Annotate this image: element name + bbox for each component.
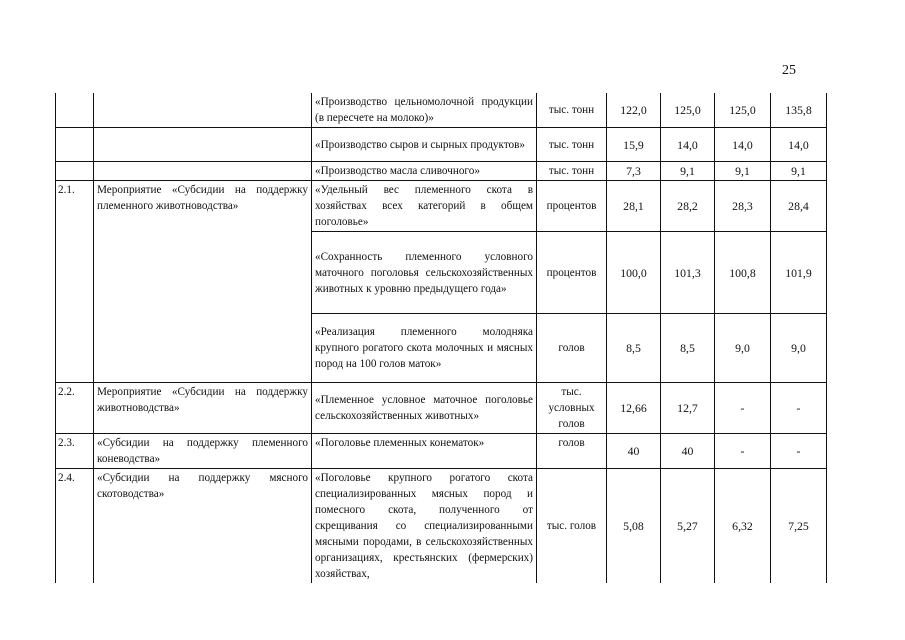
value-cell: 100,0 xyxy=(607,232,661,314)
unit-cell: тыс. тонн xyxy=(537,128,607,162)
indicator-cell: «Производство масла сливочного» xyxy=(312,162,537,181)
event-cell: Мероприятие «Субсидии на поддержку животноводства» xyxy=(94,383,312,434)
event-cell xyxy=(94,93,312,128)
value-cell: 100,8 xyxy=(715,232,771,314)
unit-cell: голов xyxy=(537,314,607,383)
table-row xyxy=(56,162,827,181)
value-cell: 28,1 xyxy=(607,181,661,232)
value-cell: - xyxy=(771,434,827,469)
table-row xyxy=(56,128,827,162)
event-cell: «Субсидии на поддержку племенного коневодства» xyxy=(94,434,312,469)
value-cell: 135,8 xyxy=(771,93,827,128)
value-cell: 9,1 xyxy=(715,162,771,181)
value-cell: 12,66 xyxy=(607,383,661,434)
indicator-cell: «Производство цельномолочной продукции (в пересчете на молоко)» xyxy=(312,93,537,128)
value-cell: 9,1 xyxy=(771,162,827,181)
table-row xyxy=(56,181,827,232)
value-cell: - xyxy=(771,383,827,434)
value-cell: 28,2 xyxy=(661,181,715,232)
value-cell: 101,3 xyxy=(661,232,715,314)
unit-cell: тыс. условных голов xyxy=(537,383,607,434)
page-number: 25 xyxy=(782,63,796,78)
unit-cell: тыс. тонн xyxy=(537,162,607,181)
event-cell: «Субсидии на поддержку мясного скотоводства» xyxy=(94,469,312,584)
unit-cell: тыс. тонн xyxy=(537,93,607,128)
table-row xyxy=(56,93,827,128)
event-cell: Мероприятие «Субсидии на поддержку племенного животноводства» xyxy=(94,181,312,383)
unit-cell: голов xyxy=(537,434,607,469)
indicator-cell: «Сохранность племенного условного маточного поголовья сельскохозяйственных животных к уровню предыдущего года» xyxy=(312,232,537,314)
value-cell: 101,9 xyxy=(771,232,827,314)
row-number xyxy=(56,93,94,128)
value-cell: 8,5 xyxy=(661,314,715,383)
value-cell: 28,3 xyxy=(715,181,771,232)
row-number: 2.3. xyxy=(56,434,94,469)
value-cell: 14,0 xyxy=(771,128,827,162)
indicator-cell: «Реализация племенного молодняка крупного рогатого скота молочных и мясных пород на 100 голов маток» xyxy=(312,314,537,383)
value-cell: 12,7 xyxy=(661,383,715,434)
value-cell: 14,0 xyxy=(715,128,771,162)
table-row xyxy=(56,469,827,584)
value-cell: - xyxy=(715,383,771,434)
value-cell: 6,32 xyxy=(715,469,771,584)
value-cell: 9,0 xyxy=(715,314,771,383)
indicator-cell: «Поголовье крупного рогатого скота специализированных мясных пород и помесного скота, полученного от скрещивания со специализированными мясными породами, в сельскохозяйственных организациях, крестьянских (фермерских) хозяйствах, xyxy=(312,469,537,584)
value-cell: 7,3 xyxy=(607,162,661,181)
value-cell: 40 xyxy=(661,434,715,469)
unit-cell: процентов xyxy=(537,181,607,232)
indicator-cell: «Поголовье племенных конематок» xyxy=(312,434,537,469)
value-cell: 9,1 xyxy=(661,162,715,181)
value-cell: 5,08 xyxy=(607,469,661,584)
value-cell: 125,0 xyxy=(715,93,771,128)
value-cell: 9,0 xyxy=(771,314,827,383)
value-cell: 14,0 xyxy=(661,128,715,162)
value-cell: 125,0 xyxy=(661,93,715,128)
row-number: 2.4. xyxy=(56,469,94,584)
indicators-table xyxy=(55,93,827,583)
unit-cell: процентов xyxy=(537,232,607,314)
value-cell: 7,25 xyxy=(771,469,827,584)
unit-cell: тыс. голов xyxy=(537,469,607,584)
event-cell xyxy=(94,162,312,181)
value-cell: 28,4 xyxy=(771,181,827,232)
row-number: 2.2. xyxy=(56,383,94,434)
value-cell: - xyxy=(715,434,771,469)
table-row xyxy=(56,434,827,469)
value-cell: 122,0 xyxy=(607,93,661,128)
event-cell xyxy=(94,128,312,162)
indicator-cell: «Производство сыров и сырных продуктов» xyxy=(312,128,537,162)
row-number xyxy=(56,162,94,181)
value-cell: 8,5 xyxy=(607,314,661,383)
indicator-cell: «Племенное условное маточное поголовье сельскохозяйственных животных» xyxy=(312,383,537,434)
row-number xyxy=(56,128,94,162)
indicator-cell: «Удельный вес племенного скота в хозяйствах всех категорий в общем поголовье» xyxy=(312,181,537,232)
value-cell: 5,27 xyxy=(661,469,715,584)
table-row xyxy=(56,383,827,434)
row-number: 2.1. xyxy=(56,181,94,383)
value-cell: 40 xyxy=(607,434,661,469)
value-cell: 15,9 xyxy=(607,128,661,162)
